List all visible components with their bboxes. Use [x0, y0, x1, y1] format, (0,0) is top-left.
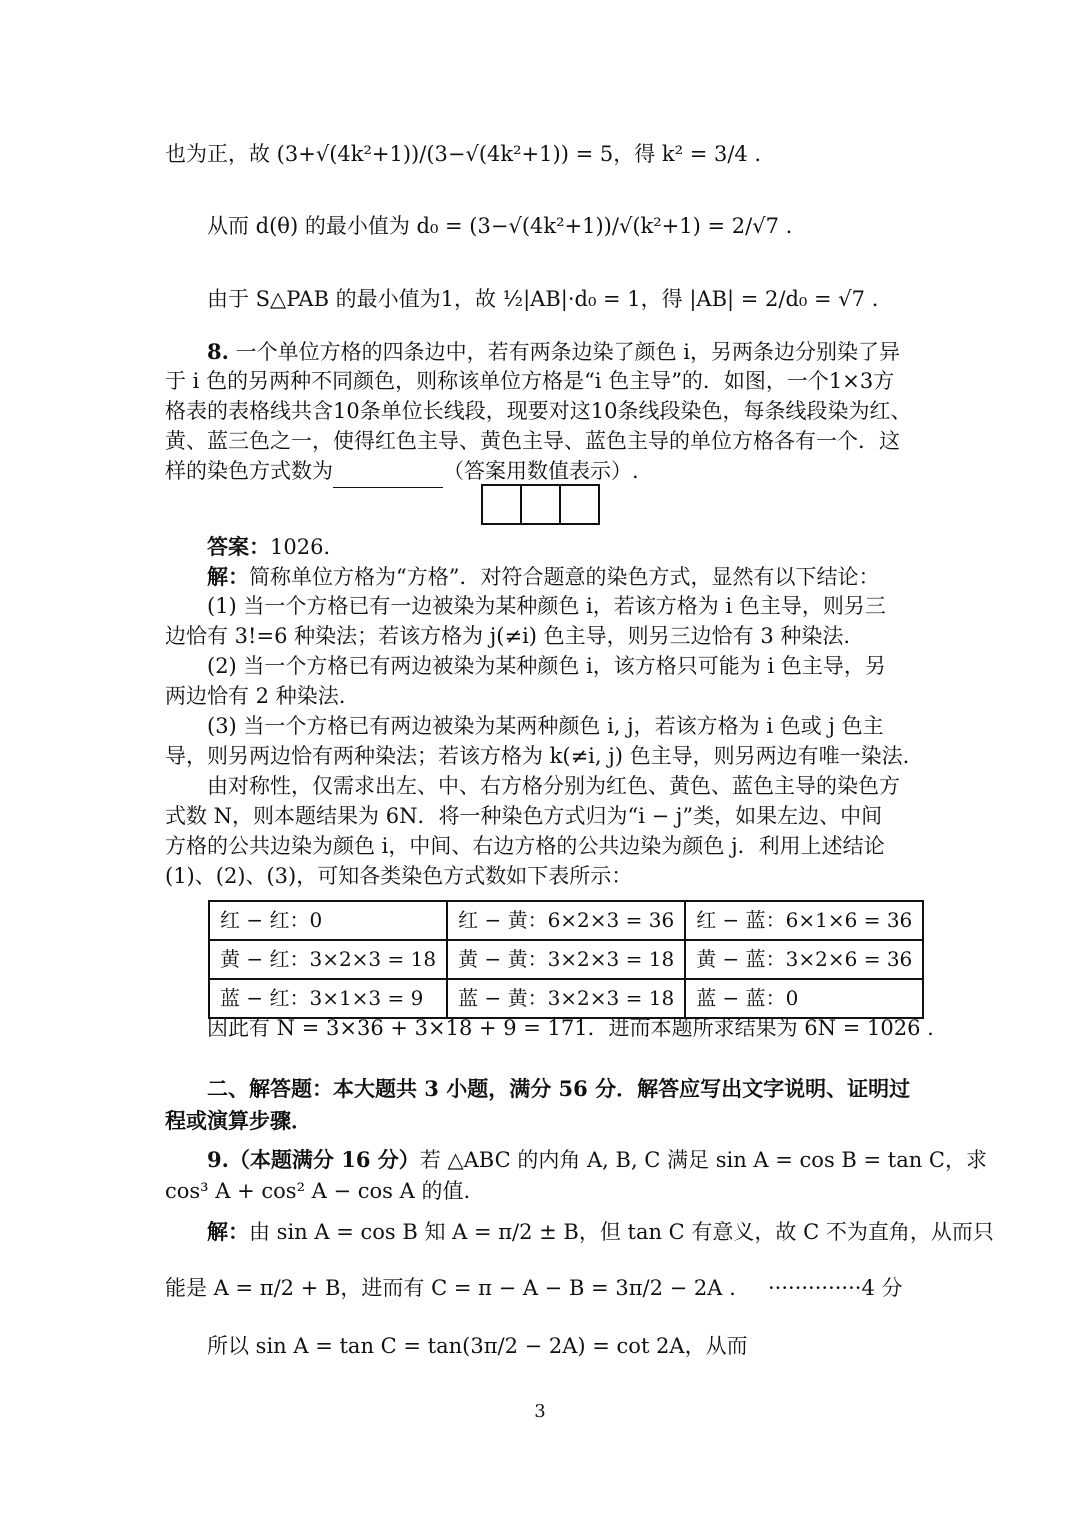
q8-line-4: 黄、蓝三色之一，使得红色主导、黄色主导、蓝色主导的单位方格各有一个．这: [165, 429, 900, 453]
q8-text-5b: （答案用数值表示）.: [443, 459, 639, 483]
q8-line-1: [207, 335, 900, 369]
answer-line: [207, 530, 344, 564]
table-cell: 蓝 − 蓝：0: [685, 979, 923, 1018]
table-cell: 蓝 − 红：3×1×3 = 9: [209, 979, 447, 1018]
q8-line-2: 于 i 色的另两种不同颜色，则称该单位方格是“i 色主导”的．如图，一个1×3方: [165, 369, 895, 393]
q9-solution-line-3: 所以 sin A = tan C = tan(3π/2 − 2A) = cot 2A，从而: [207, 1334, 748, 1358]
solution-line-6: (3) 当一个方格已有两边被染为某两种颜色 i, j，若该方格为 i 色或 j 色主: [207, 714, 884, 738]
q9-line-2: cos³ A + cos² A − cos A 的值.: [165, 1179, 471, 1203]
solution-line-11: (1)、(2)、(3)，可知各类染色方式数如下表所示：: [165, 864, 633, 888]
q8-text-5a: 样的染色方式数为: [165, 459, 333, 483]
q9-solution-label: 解：: [207, 1219, 249, 1244]
solution-line-5: 两边恰有 2 种染法.: [165, 684, 346, 708]
table-cell: 蓝 − 黄：3×2×3 = 18: [447, 979, 685, 1018]
line-area-ab: 由于 S△PAB 的最小值为1，故 ½|AB|·d₀ = 1，得 |AB| = 2/d₀ = √7 .: [207, 287, 879, 311]
solution-line-2: (1) 当一个方格已有一边被染为某种颜色 i，若该方格为 i 色主导，则另三: [207, 594, 886, 618]
page-number: 3: [534, 1401, 546, 1422]
solution-line-3: 边恰有 3!=6 种染法；若该方格为 j(≠i) 色主导，则另三边恰有 3 种染法.: [165, 624, 851, 648]
table-cell: 黄 − 红：3×2×3 = 18: [209, 940, 447, 979]
q8-line-3: 格表的表格线共含10条单位长线段，现要对这10条线段染色，每条线段染为红、: [165, 399, 912, 423]
grid-cell: [483, 486, 522, 523]
grid-1x3-figure: [481, 484, 600, 525]
solution-line-7: 导，则另两边恰有两种染法；若该方格为 k(≠i, j) 色主导，则另两边有唯一染法.: [165, 744, 910, 768]
solution-text-1: 简称单位方格为“方格”．对符合题意的染色方式，显然有以下结论：: [249, 565, 880, 589]
solution-line-10: 方格的公共边染为颜色 i，中间、右边方格的公共边染为颜色 j．利用上述结论: [165, 834, 885, 858]
solution-label: 解：: [207, 564, 249, 589]
solution-line-9: 式数 N，则本题结果为 6N．将一种染色方式归为“i − j”类，如果左边、中间: [165, 804, 883, 828]
coloring-count-table: [208, 900, 924, 1019]
q9-solution-line-1: [207, 1215, 994, 1249]
table-cell: 红 − 黄：6×2×3 = 36: [447, 901, 685, 940]
solution-line-4: (2) 当一个方格已有两边被染为某种颜色 i，该方格只可能为 i 色主导，另: [207, 654, 886, 678]
q8-text-1: 一个单位方格的四条边中，若有两条边染了颜色 i，另两条边分别染了异: [235, 340, 901, 364]
line-min-distance: 从而 d(θ) 的最小值为 d₀ = (3−√(4k²+1))/√(k²+1) = 2/√7 .: [207, 214, 793, 238]
answer-label: 答案：: [207, 534, 270, 559]
line-k-squared: 也为正，故 (3+√(4k²+1))/(3−√(4k²+1)) = 5，得 k² = 3/4 .: [165, 142, 762, 166]
q9-solution-line-2: 能是 A = π/2 + B，进而有 C = π − A − B = 3π/2 − 2A .: [165, 1276, 736, 1300]
section-2-heading-2: 程或演算步骤．: [165, 1108, 312, 1133]
q8-number: 8.: [207, 339, 229, 364]
table-cell: 黄 − 蓝：3×2×6 = 36: [685, 940, 923, 979]
table-cell: 黄 − 黄：3×2×3 = 18: [447, 940, 685, 979]
table-cell: 红 − 红：0: [209, 901, 447, 940]
table-row: [209, 940, 923, 979]
answer-blank: [333, 465, 443, 488]
solution-line-8: 由对称性，仅需求出左、中、右方格分别为红色、黄色、蓝色主导的染色方: [207, 774, 900, 798]
section-2-heading-1: 二、解答题：本大题共 3 小题，满分 56 分．解答应写出文字说明、证明过: [207, 1076, 911, 1101]
table-row: [209, 901, 923, 940]
q9-text-1: 若 △ABC 的内角 A, B, C 满足 sin A = cos B = tan C，求: [419, 1148, 987, 1172]
grid-cell: [522, 486, 561, 523]
score-marker: ··············4 分: [768, 1276, 903, 1300]
q9-number: 9.（本题满分 16 分）: [207, 1147, 420, 1172]
answer-value: 1026．: [270, 535, 345, 559]
q9-solution-text-1: 由 sin A = cos B 知 A = π/2 ± B，但 tan C 有意义，故 C 不为直角，从而只: [249, 1220, 994, 1244]
solution-conclusion: 因此有 N = 3×36 + 3×18 + 9 = 171．进而本题所求结果为 6N = 1026 .: [207, 1016, 934, 1040]
grid-cell: [561, 486, 598, 523]
table-cell: 红 − 蓝：6×1×6 = 36: [685, 901, 923, 940]
solution-line-1: [207, 560, 879, 594]
q9-line-1: [207, 1143, 987, 1177]
